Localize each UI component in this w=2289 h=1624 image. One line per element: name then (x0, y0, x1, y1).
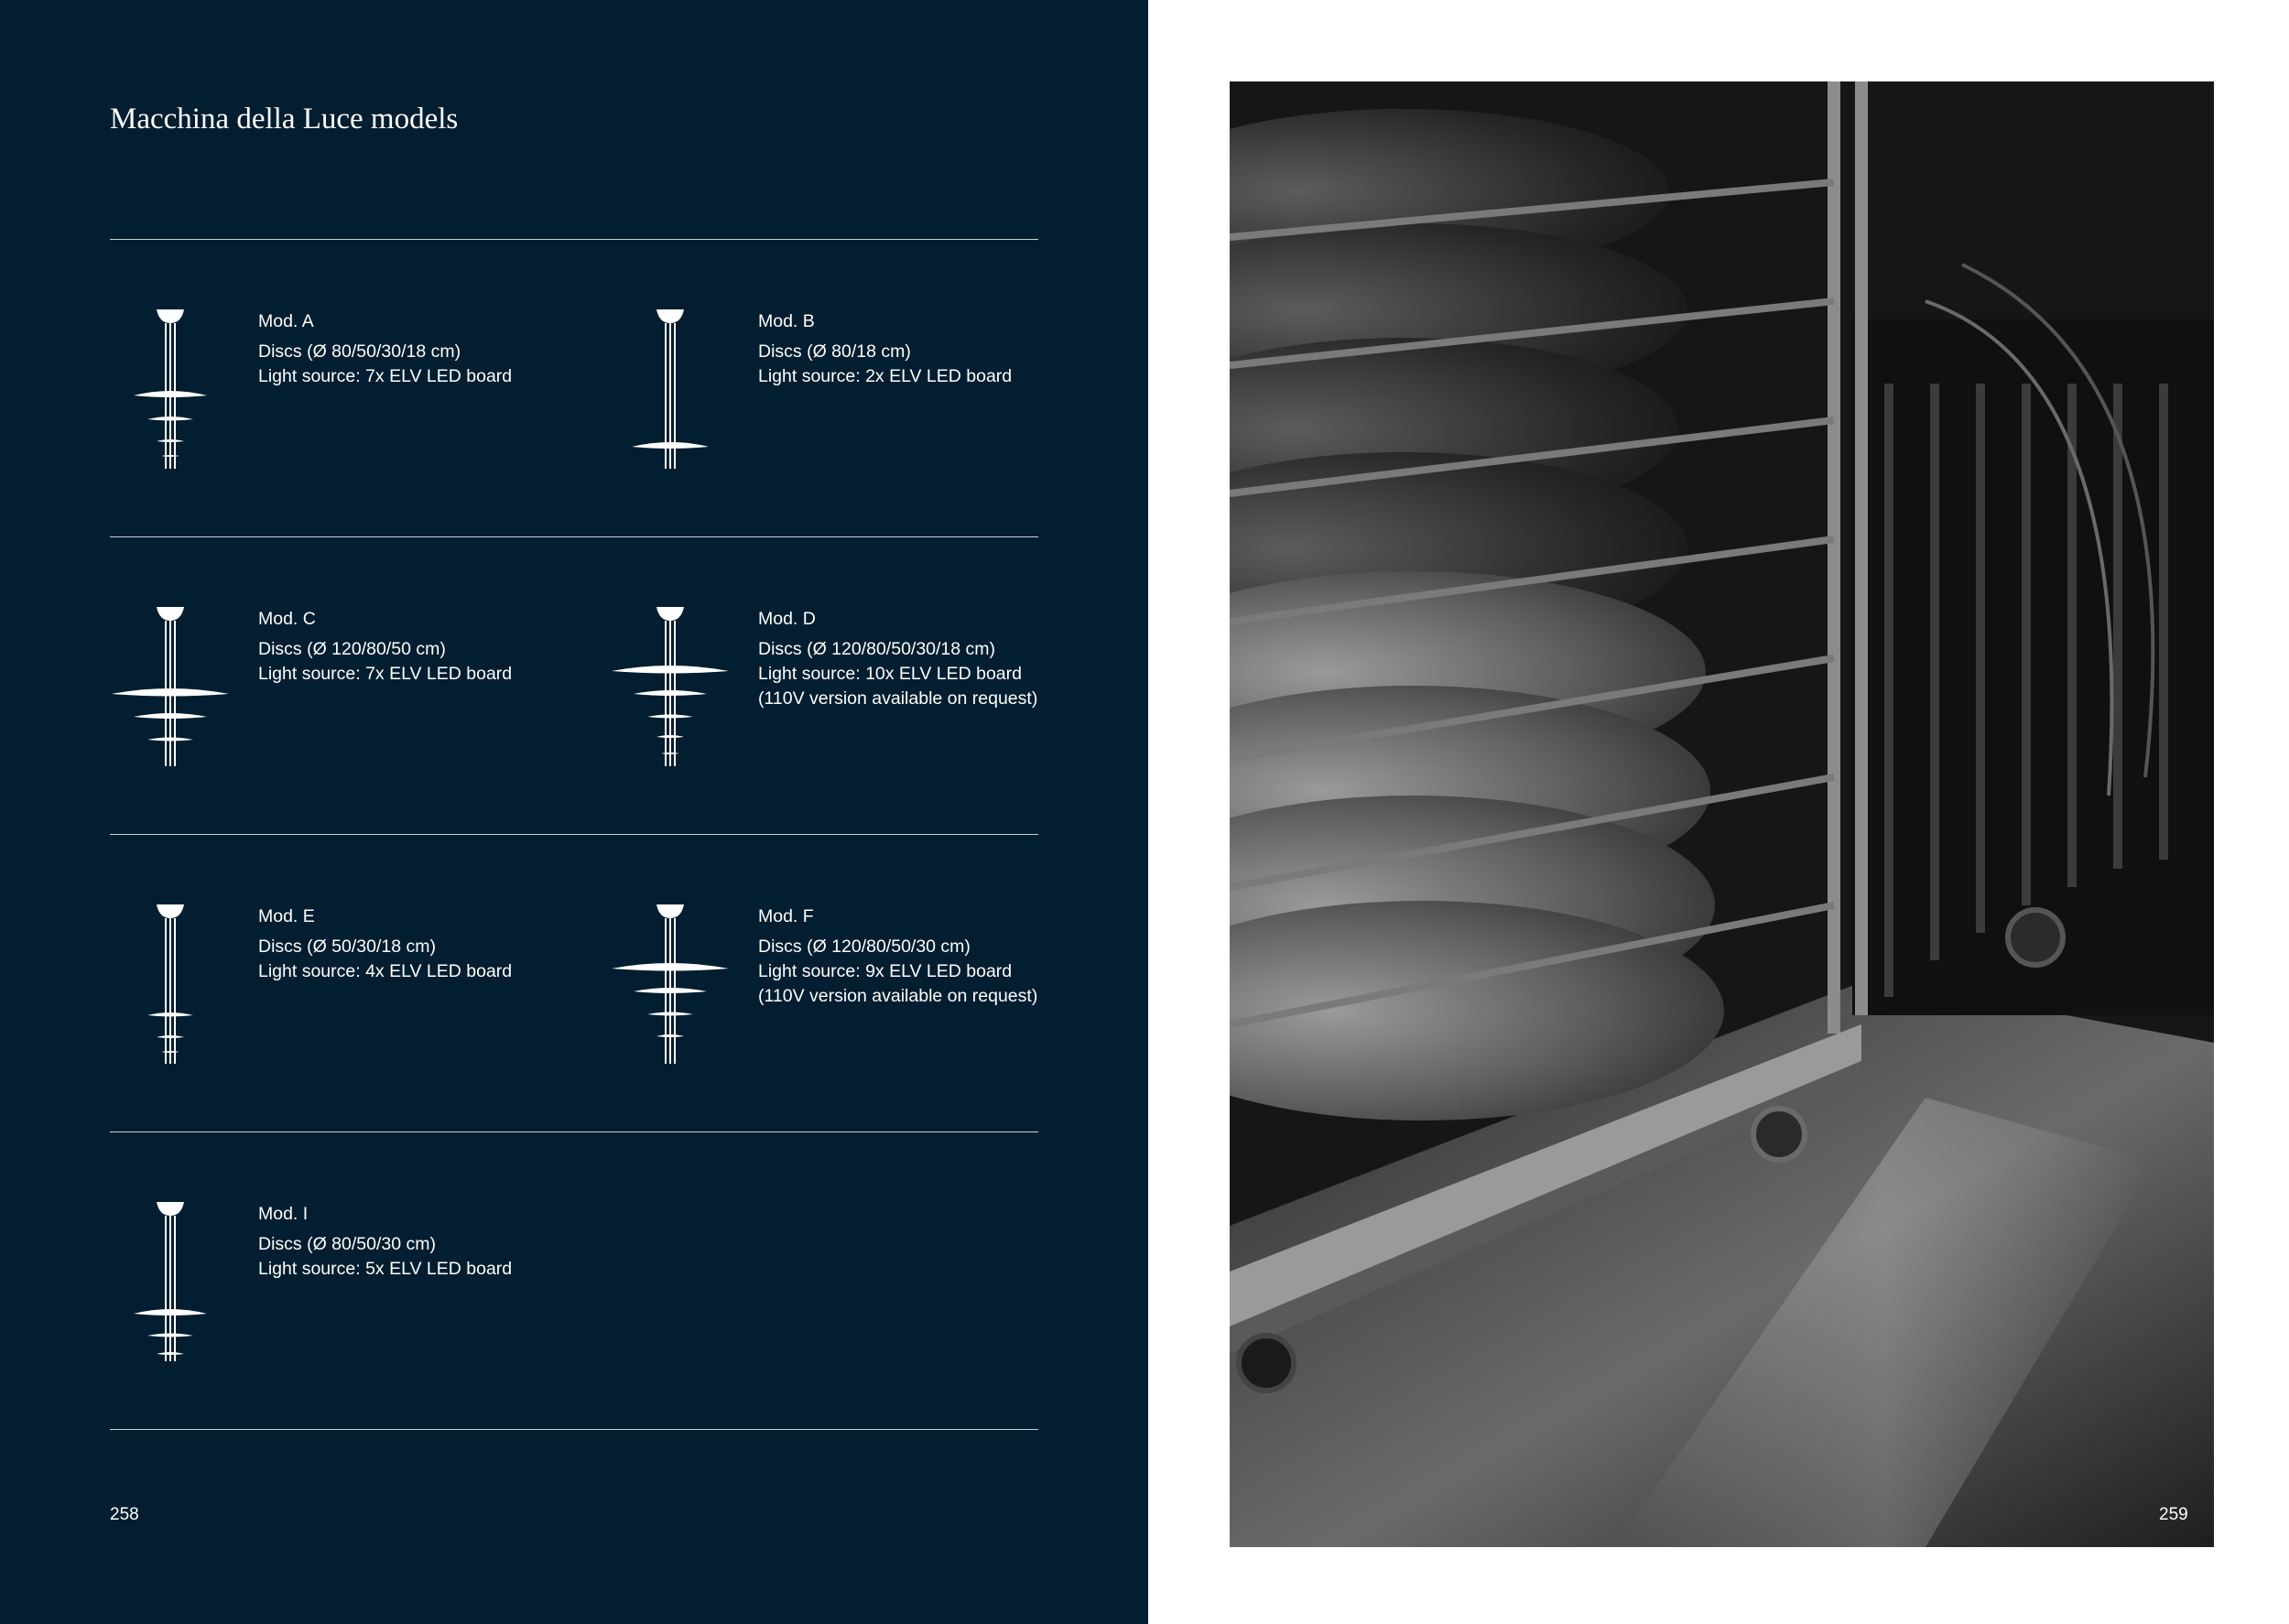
lamp-drawing-icon (610, 607, 734, 790)
lamp-drawing-icon (610, 309, 734, 493)
model-name: Mod. D (758, 609, 816, 629)
model-spec: (110V version available on request) (758, 986, 1038, 1006)
divider (110, 1131, 1038, 1132)
divider (110, 834, 1038, 835)
model-name: Mod. C (258, 609, 316, 629)
model-spec: Light source: 10x ELV LED board (758, 664, 1022, 684)
model-entry (110, 1202, 623, 1394)
model-spec: (110V version available on request) (758, 688, 1038, 709)
page-number: 258 (110, 1505, 139, 1524)
model-entry (610, 607, 1123, 799)
page-number: 259 (2159, 1505, 2188, 1524)
model-entry (110, 904, 623, 1097)
model-entry (610, 309, 1123, 502)
divider (110, 1429, 1038, 1430)
lamp-drawing-icon (110, 904, 234, 1088)
model-spec: Discs (Ø 80/50/30/18 cm) (258, 341, 461, 362)
lamp-drawing-icon (610, 904, 734, 1088)
divider (110, 239, 1038, 240)
model-spec: Discs (Ø 120/80/50 cm) (258, 639, 446, 659)
model-spec: Light source: 7x ELV LED board (258, 664, 513, 684)
model-spec: Discs (Ø 120/80/50/30 cm) (758, 937, 971, 957)
model-name: Mod. E (258, 906, 315, 926)
model-name: Mod. F (758, 906, 814, 926)
model-spec: Discs (Ø 80/18 cm) (758, 341, 911, 362)
model-spec: Light source: 9x ELV LED board (758, 961, 1013, 981)
model-entry (110, 309, 623, 502)
workshop-photo (1230, 81, 2214, 1547)
model-spec: Light source: 2x ELV LED board (758, 366, 1013, 386)
model-spec: Discs (Ø 50/30/18 cm) (258, 937, 436, 957)
divider (110, 536, 1038, 537)
model-spec: Light source: 5x ELV LED board (258, 1259, 513, 1279)
lamp-drawing-icon (110, 1202, 234, 1385)
lamp-drawing-icon (110, 309, 234, 493)
model-entry (110, 607, 623, 799)
model-name: Mod. I (258, 1204, 309, 1224)
model-spec: Discs (Ø 120/80/50/30/18 cm) (758, 639, 996, 659)
model-entry (610, 904, 1123, 1097)
model-name: Mod. A (258, 311, 314, 331)
lamp-drawing-icon (110, 607, 234, 790)
model-spec: Discs (Ø 80/50/30 cm) (258, 1234, 436, 1254)
model-name: Mod. B (758, 311, 815, 331)
model-spec: Light source: 4x ELV LED board (258, 961, 513, 981)
model-spec: Light source: 7x ELV LED board (258, 366, 513, 386)
page-title: Macchina della Luce models (110, 103, 459, 135)
